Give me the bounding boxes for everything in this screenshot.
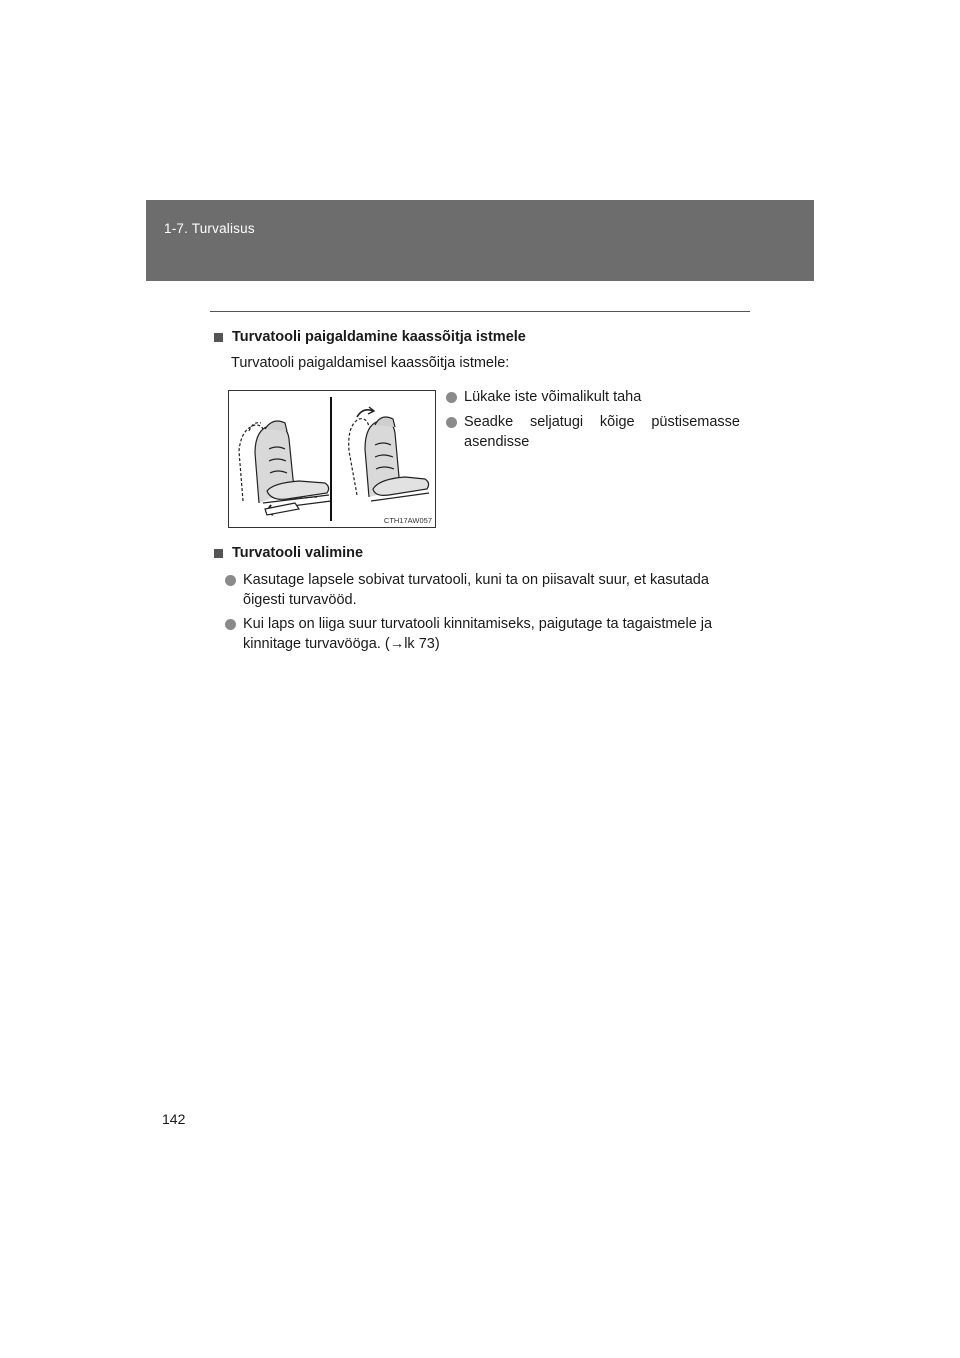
- list-item-text: Lükake iste võimalikult taha: [464, 389, 642, 405]
- list-item-text: Seadke seljatugi kõige püstisemasse asendisse: [464, 414, 740, 450]
- seat-illustration: [228, 390, 436, 528]
- seat-adjustment-drawing: [229, 391, 435, 527]
- list-item-text: Kasutage lapsele sobivat turvatooli, kuni ta on piisavalt suur, et kasutada õigesti turvavööd.: [243, 572, 709, 608]
- section-heading-choose-seat: [213, 545, 363, 561]
- page-number: 142: [162, 1111, 186, 1127]
- bullet-dot-icon: [446, 417, 457, 428]
- list-item: [225, 570, 740, 610]
- chapter-header-band: [146, 200, 814, 281]
- figure-code: CTH17AW057: [383, 516, 432, 525]
- square-bullet-icon: [214, 333, 223, 342]
- list-item-text: Kui laps on liiga suur turvatooli kinnitamiseks, paigutage ta tagaistmele ja kinnitage turvavööga. (→lk 73): [243, 616, 713, 652]
- section-title: 1-7. Turvalisus: [164, 221, 255, 236]
- section-heading-text: Turvatooli valimine: [232, 545, 364, 561]
- bullet-dot-icon: [225, 575, 236, 586]
- section-heading-text: Turvatooli paigaldamine kaassõitja istmele: [232, 329, 526, 345]
- list-item: [446, 412, 740, 452]
- list-item: [225, 614, 740, 654]
- intro-paragraph: Turvatooli paigaldamisel kaassõitja istmele:: [231, 355, 510, 371]
- divider-rule: [210, 311, 750, 312]
- section-heading-child-seat-install: [213, 329, 526, 345]
- bullet-dot-icon: [446, 392, 457, 403]
- list-item: [446, 387, 746, 407]
- bullet-dot-icon: [225, 619, 236, 630]
- square-bullet-icon: [214, 549, 223, 558]
